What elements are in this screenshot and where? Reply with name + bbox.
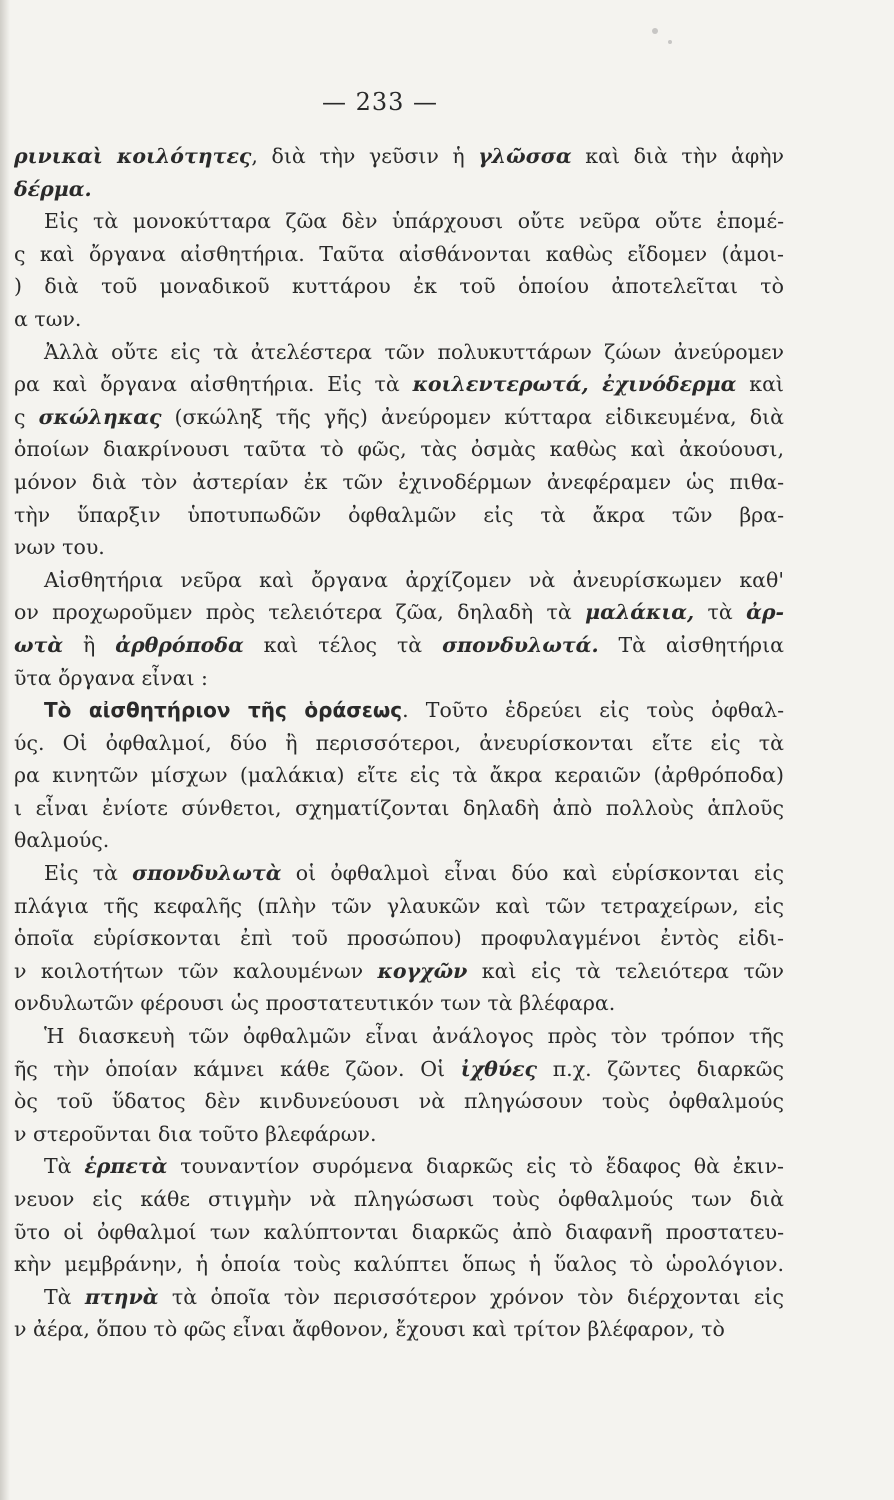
text-line (14, 922, 784, 955)
text-run: καὶ τέλος τὰ (243, 632, 443, 657)
text-line (14, 1085, 784, 1118)
text-run: καὶ διὰ τὴν ἁφὴν (571, 144, 784, 168)
text-line (14, 173, 784, 206)
text-line (14, 1020, 784, 1053)
text-line (14, 1118, 784, 1151)
text-line (14, 401, 784, 434)
emphasized-term: γλῶσσα (478, 144, 572, 168)
emphasized-term: ἑρπετὰ (84, 1154, 168, 1179)
text-run: νευον εἰς κάθε στιγμὴν νὰ πληγώσωσι τοὺς ὀφθαλμούς των διὰ (14, 1187, 784, 1211)
text-line (14, 987, 784, 1020)
text-line (14, 792, 784, 825)
text-run: Εἰς τὰ (44, 861, 133, 886)
text-run: π.χ. ζῶντες διαρκῶς (537, 1056, 784, 1081)
emphasized-term: ρινικαὶ κοιλότητες (14, 144, 252, 168)
text-line (14, 1281, 784, 1314)
text-run: ἢ (63, 632, 116, 657)
text-line (14, 1150, 784, 1183)
text-line (14, 727, 784, 760)
text-run: ὁποῖα εὑρίσκονται ἐπὶ τοῦ προσώπου) προφυλαγμένοι ἐντὸς εἰδι- (14, 926, 784, 951)
text-run: Τὰ (44, 1154, 85, 1179)
text-run: ν κοιλοτήτων τῶν καλουμένων (14, 958, 378, 983)
text-line (14, 564, 784, 597)
text-run: ὁποίων διακρίνουσι ταῦτα τὸ φῶς, τὰς ὀσμὰς καθὼς καὶ ἀκούουσι, (14, 437, 784, 462)
paper-speck (652, 28, 658, 34)
emphasized-term: σπονδυλωτὰ (132, 861, 282, 886)
page-number: — 233 — (321, 88, 439, 116)
page-binding-edge (0, 0, 10, 1500)
text-run: ὸς τοῦ ὕδατος δὲν κινδυνεύουσι νὰ πληγώσουν τοὺς ὀφθαλμούς (14, 1089, 784, 1114)
text-line (14, 1313, 784, 1346)
text-run: πλάγια τῆς κεφαλῆς (πλὴν τῶν γλαυκῶν καὶ τῶν τετραχείρων, εἰς (14, 893, 784, 918)
text-line (14, 857, 784, 890)
text-run: τὴν ὕπαρξιν ὑποτυπωδῶν ὀφθαλμῶν εἰς τὰ ἄκρα τῶν βρα- (14, 502, 784, 527)
text-run: θαλμούς. (14, 828, 110, 853)
emphasized-term: μαλάκια, (585, 600, 695, 625)
text-line (14, 140, 784, 173)
emphasized-term: ωτὰ (14, 632, 64, 657)
emphasized-term: δέρμα. (14, 176, 92, 201)
text-run: ν ἀέρα, ὅπου τὸ φῶς εἶναι ἄφθονον, ἔχουσι καὶ τρίτον βλέφαρον, τὸ (14, 1317, 725, 1342)
text-run: ι εἶναι ἐνίοτε σύνθετοι, σχηματίζονται δηλαδὴ ἀπὸ πολλοὺς ἁπλοῦς (14, 795, 784, 820)
text-run: καὶ (736, 372, 784, 397)
text-run: Ἀλλὰ οὔτε εἰς τὰ ἀτελέστερα τῶν πολυκυττάρων ζώων ἀνεύρομεν (44, 339, 784, 364)
text-line (14, 1183, 784, 1216)
text-line (14, 1053, 784, 1086)
text-line (14, 270, 784, 303)
text-run: Εἰς τὰ μονοκύτταρα ζῶα δὲν ὑπάρχουσι οὔτε νεῦρα οὔτε ἑπομέ- (44, 209, 784, 234)
text-line (14, 596, 784, 629)
emphasized-term: κοιλεντερωτά, ἐχινόδερμα (412, 372, 737, 397)
text-run: Αἰσθητήρια νεῦρα καὶ ὄργανα ἀρχίζομεν νὰ ἀνευρίσκωμεν καθ' (44, 567, 784, 592)
text-line (14, 1216, 784, 1249)
text-run: νων του. (14, 535, 105, 560)
text-run: κὴν μεμβράνην, ἡ ὁποία τοὺς καλύπτει ὅπως ἡ ὕαλος τὸ ὡρολόγιον. (14, 1252, 784, 1277)
text-run: ν στεροῦνται δια τοῦτο βλεφάρων. (14, 1121, 377, 1146)
text-run: ς (14, 404, 39, 429)
text-run: , διὰ τὴν γεῦσιν ἡ (251, 144, 479, 168)
text-run: . Τοῦτο ἑδρεύει εἰς τοὺς ὀφθαλ- (402, 698, 784, 723)
text-run: ον προχωροῦμεν πρὸς τελειότερα ζῶα, δηλαδὴ τὰ (14, 600, 586, 625)
text-run: μόνον διὰ τὸν ἀστερίαν ἐκ τῶν ἐχινοδέρμων ἀνεφέραμεν ὡς πιθα- (14, 469, 784, 494)
body-text (14, 140, 784, 1346)
text-run: οἱ ὀφθαλμοὶ εἶναι δύο καὶ εὑρίσκονται εἰς (281, 861, 784, 886)
text-line (14, 759, 784, 792)
text-run: ῦτο οἱ ὀφθαλμοί των καλύπτονται διαρκῶς ἀπὸ διαφανῆ προστατευ- (14, 1219, 784, 1244)
text-line (14, 466, 784, 499)
text-run: Τὰ (44, 1284, 85, 1309)
text-run: ῆς τὴν ὁποίαν κάμνει κάθε ζῶον. Οἱ (14, 1056, 461, 1081)
emphasized-term: σκώληκας (38, 404, 162, 429)
text-run: Τὰ αἰσθητήρια (598, 632, 784, 657)
text-line (14, 824, 784, 857)
emphasized-term: πτηνὰ (84, 1284, 159, 1309)
text-line (14, 499, 784, 532)
text-line (14, 955, 784, 988)
text-run: τὰ (694, 600, 747, 625)
emphasized-term: κογχῶν (377, 958, 468, 983)
emphasized-term: ἰχθύες (460, 1056, 538, 1081)
text-run: τὰ ὁποῖα τὸν περισσότερον χρόνον τὸν διέρχονται εἰς (158, 1284, 784, 1309)
text-line (14, 694, 784, 727)
text-line (14, 629, 784, 662)
text-run: ονδυλωτῶν φέρουσι ὡς προστατευτικόν των τὰ βλέφαρα. (14, 991, 616, 1016)
text-run: καὶ εἰς τὰ τελειότερα τῶν (467, 958, 784, 983)
emphasized-term: ἀρθρόποδα (115, 632, 244, 657)
text-run: ρα κινητῶν μίσχων (μαλάκια) εἴτε εἰς τὰ ἄκρα κεραιῶν (ἀρθρόποδα) (14, 763, 784, 788)
text-run: ύς. Οἱ ὀφθαλμοί, δύο ἢ περισσότεροι, ἀνευρίσκονται εἴτε εἰς τὰ (14, 730, 784, 755)
text-line (14, 531, 784, 564)
section-heading: Τὸ αἰσθητήριον τῆς ὁράσεως (44, 698, 403, 723)
text-line (14, 662, 784, 695)
text-run: ) διὰ τοῦ μοναδικοῦ κυττάρου ἐκ τοῦ ὁποίου ἀποτελεῖται τὸ (14, 274, 784, 299)
text-run: ς καὶ ὄργανα αἰσθητήρια. Ταῦτα αἰσθάνονται καθὼς εἴδομεν (ἀμοι- (14, 241, 784, 266)
emphasized-term: ἀρ- (746, 600, 784, 625)
text-run: Ἡ διασκευὴ τῶν ὀφθαλμῶν εἶναι ἀνάλογος πρὸς τὸν τρόπον τῆς (44, 1024, 784, 1049)
text-line (14, 303, 784, 336)
text-run: α των. (14, 306, 82, 331)
text-line (14, 205, 784, 238)
paper-speck (668, 40, 672, 44)
text-line (14, 336, 784, 369)
text-line (14, 890, 784, 923)
text-run: τουναντίον συρόμενα διαρκῶς εἰς τὸ ἔδαφος θὰ ἐκιν- (167, 1154, 784, 1179)
text-run: ρα καὶ ὄργανα αἰσθητήρια. Εἰς τὰ (14, 372, 413, 397)
text-line (14, 433, 784, 466)
text-line (14, 1248, 784, 1281)
text-line (14, 238, 784, 271)
text-run: (σκώληξ τῆς γῆς) ἀνεύρομεν κύτταρα εἰδικευμένα, διὰ (161, 404, 784, 429)
emphasized-term: σπονδυλωτά. (442, 632, 599, 657)
text-line (14, 368, 784, 401)
text-run: ῦτα ὄργανα εἶναι : (14, 665, 208, 690)
